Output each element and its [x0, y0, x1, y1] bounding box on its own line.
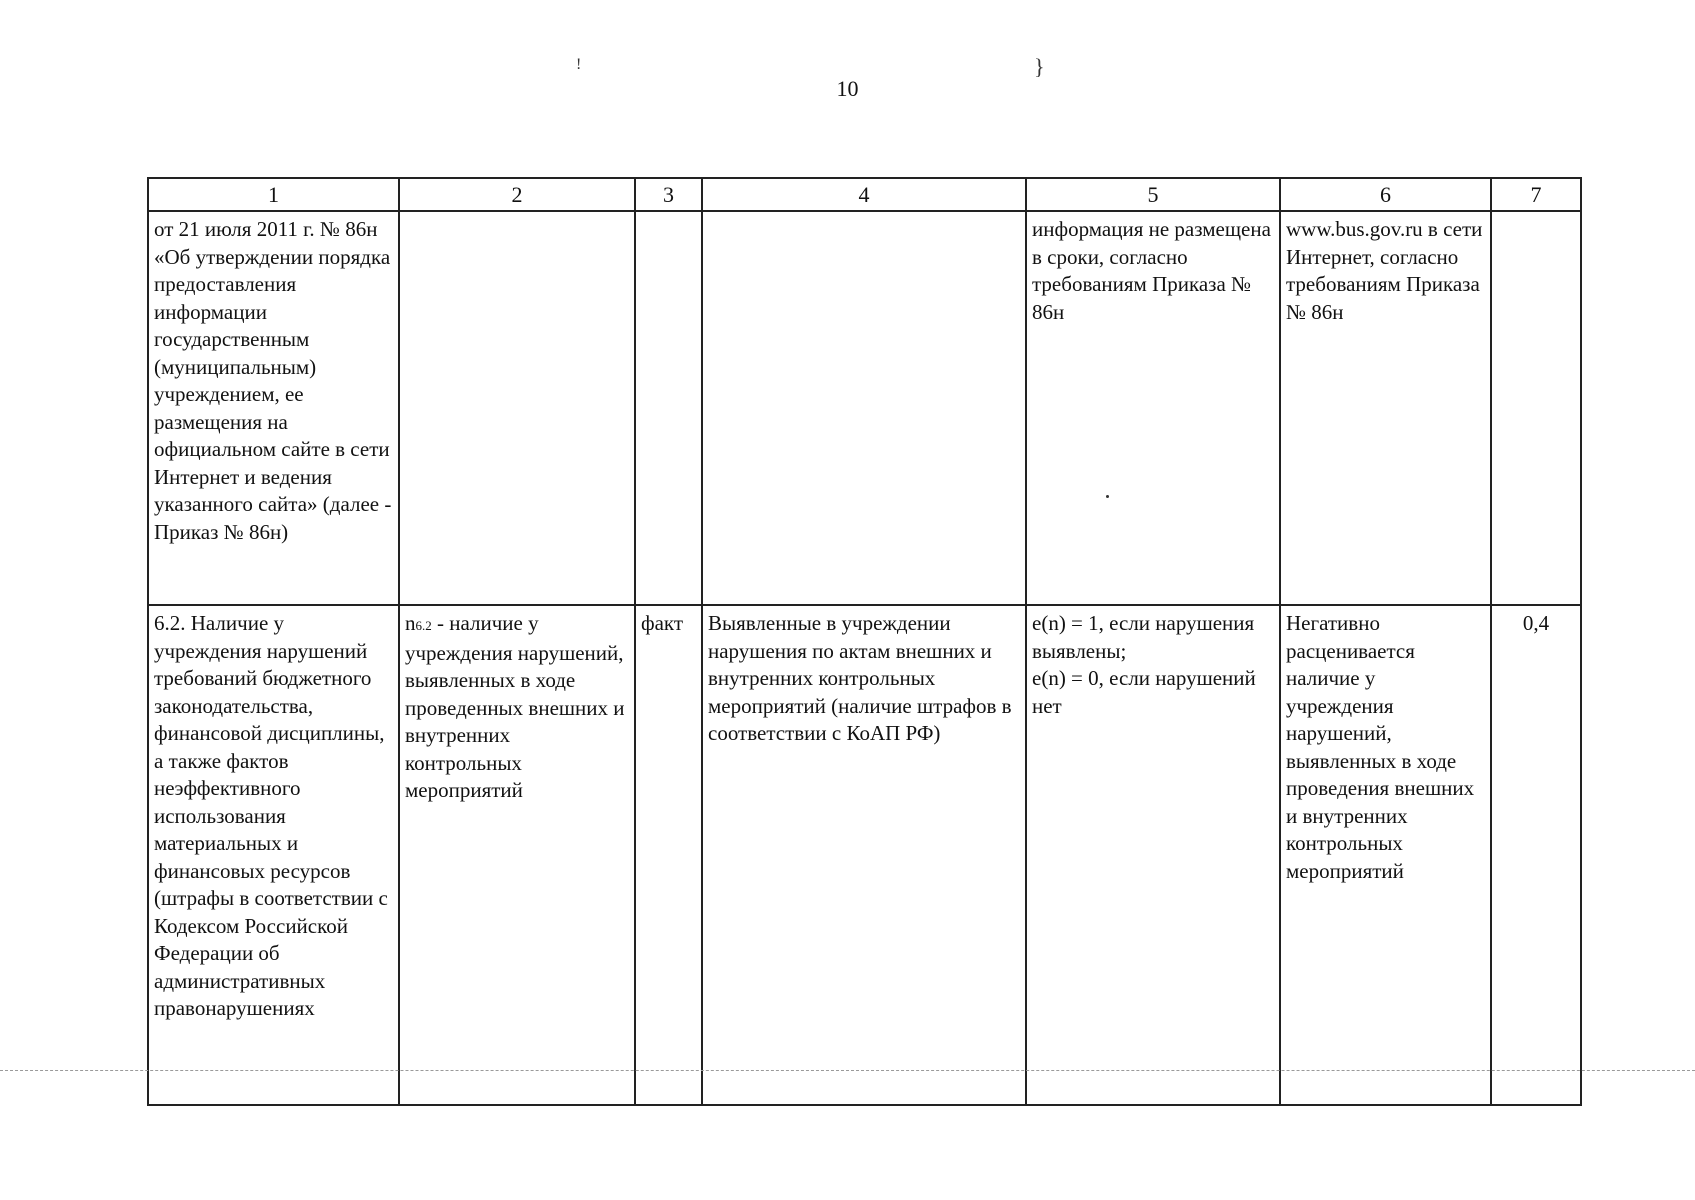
criteria-table — [147, 177, 1582, 1106]
indicator-symbol: n — [405, 611, 416, 635]
row1-col7-weight — [1491, 211, 1581, 605]
header-col-5: 5 — [1026, 178, 1280, 211]
row2-col7-weight: 0,4 — [1491, 605, 1581, 1105]
table-row — [148, 605, 1581, 1105]
header-col-1: 1 — [148, 178, 399, 211]
scan-mark-left: ! — [576, 56, 582, 73]
header-col-4: 4 — [702, 178, 1026, 211]
page-number: 10 — [836, 76, 859, 101]
header-col-7: 7 — [1491, 178, 1581, 211]
scan-speck — [1106, 495, 1109, 498]
row1-col2 — [399, 211, 635, 605]
indicator-description: - наличие у учреждения нарушений, выявленных в ходе проведенных внешних и внутренних контрольных мероприятий — [405, 611, 625, 802]
scan-mark-right: } — [1034, 54, 1045, 79]
formula-line-1: e(n) = 1, если нарушения выявлены; — [1032, 611, 1255, 663]
header-col-6: 6 — [1280, 178, 1491, 211]
row2-col3-unit: факт — [635, 605, 702, 1105]
row1-col5-condition: информация не размещена в сроки, согласно требованиям Приказа № 86н — [1026, 211, 1280, 605]
table-row — [148, 211, 1581, 605]
row1-col1-order-reference: от 21 июля 2011 г. № 86н «Об утверждении порядка предоставления информации государственным (муниципальным) учреждением, ее размещения на официальном сайте в сети Интернет и ведения указанного сайта» (далее - Приказ № 86н) — [148, 211, 399, 605]
row1-col3 — [635, 211, 702, 605]
row2-col1-criterion: 6.2. Наличие у учреждения нарушений требований бюджетного законодательства, финансовой дисциплины, а также фактов неэффективного использования материальных и финансовых ресурсов (штрафы в соответствии с Кодексом Российской Федерации об административных правонарушениях — [148, 605, 399, 1105]
row2-col5-formula — [1026, 605, 1280, 1105]
scan-artifact-line — [0, 1070, 1695, 1071]
row1-col6-comment: www.bus.gov.ru в сети Интернет, согласно требованиям Приказа № 86н — [1280, 211, 1491, 605]
header-row — [148, 178, 1581, 211]
row2-col2-indicator — [399, 605, 635, 1105]
header-col-3: 3 — [635, 178, 702, 211]
formula-line-2: e(n) = 0, если нарушений нет — [1032, 666, 1256, 718]
header-col-2: 2 — [399, 178, 635, 211]
row2-col6-comment: Негативно расценивается наличие у учреждения нарушений, выявленных в ходе проведения внешних и внутренних контрольных мероприятий — [1280, 605, 1491, 1105]
row1-col4 — [702, 211, 1026, 605]
row2-col4-source: Выявленные в учреждении нарушения по актам внешних и внутренних контрольных мероприятий (наличие штрафов в соответствии с КоАП РФ) — [702, 605, 1026, 1105]
indicator-subscript: 6.2 — [415, 618, 432, 633]
